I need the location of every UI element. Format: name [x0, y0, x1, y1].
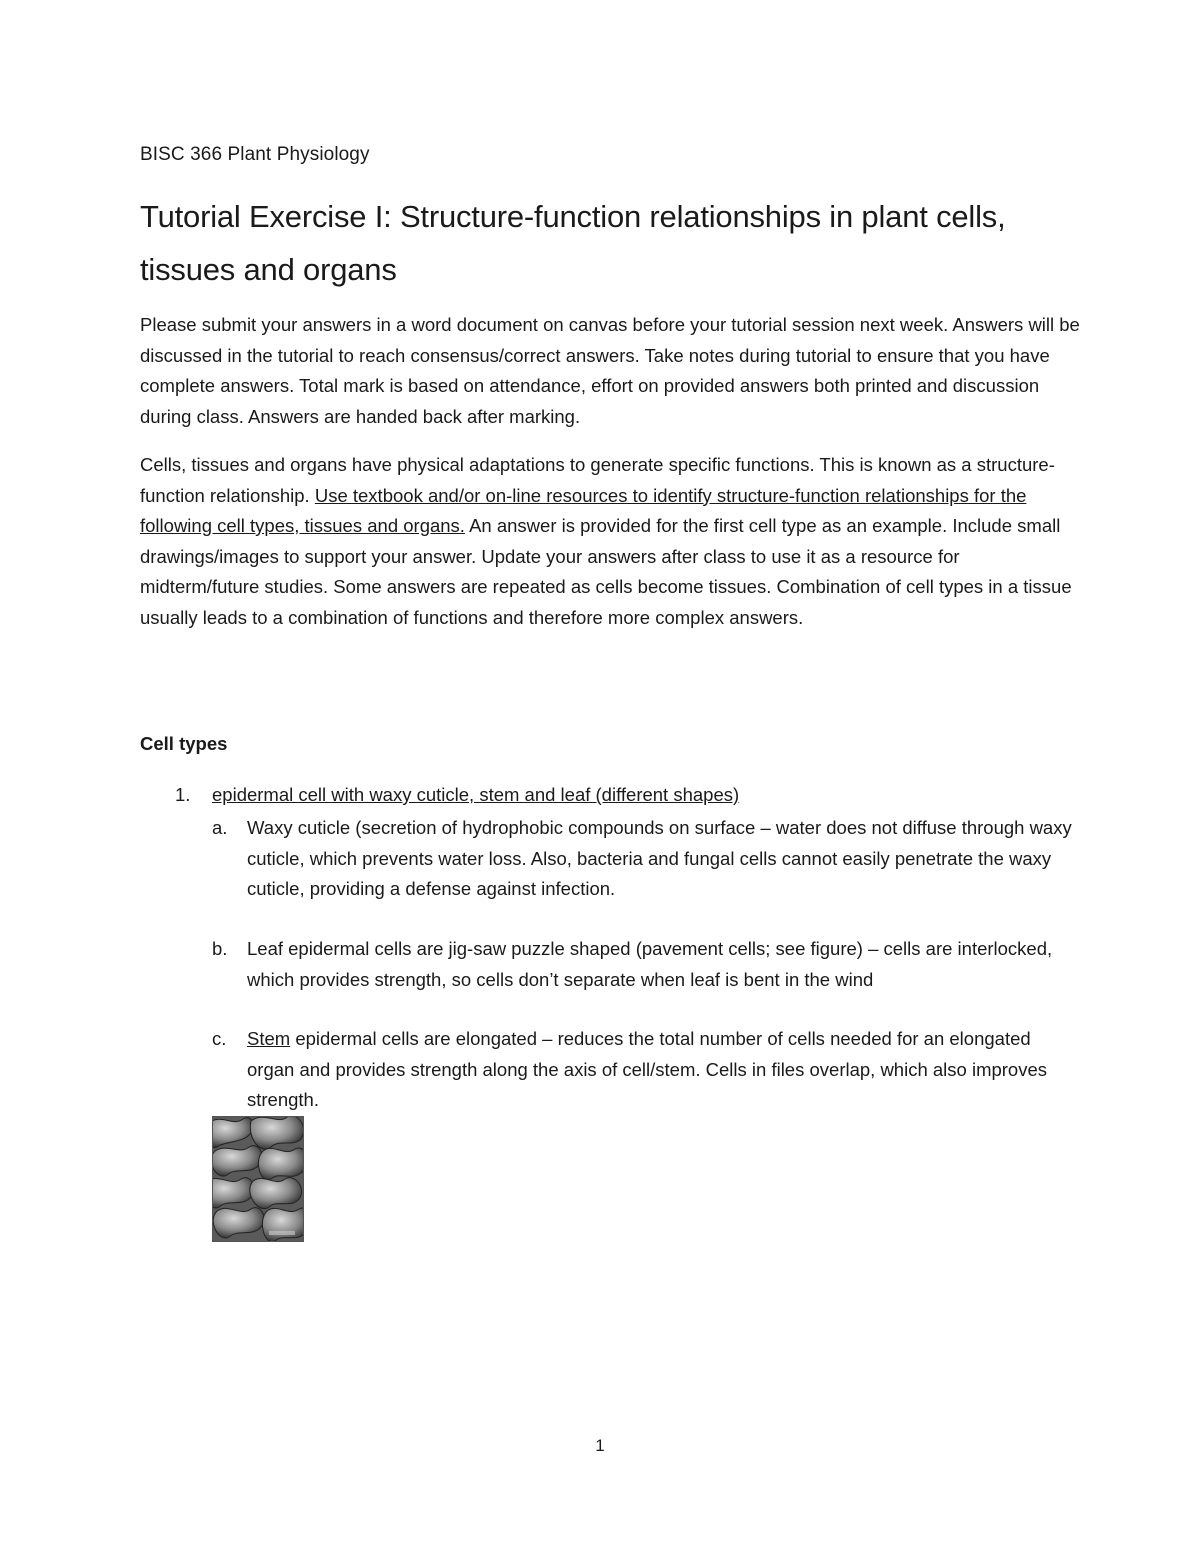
intro-text-2: An answer is provided for the first cell type as an example. Include small drawings/images to support your answer. Update your answers after class to use it as a resource for midterm/future studies. Some answers are repeated as cells become tissues. Combination of cell types in a tissue usually leads to a combination of functions and therefore more complex answers.: [140, 515, 1072, 628]
intro-paragraph: [140, 450, 1080, 633]
subitem-underlined-word: Stem: [247, 1028, 291, 1049]
instructions-paragraph: Please submit your answers in a word document on canvas before your tutorial session next week. Answers will be discussed in the tutorial to reach consensus/correct answers. Take notes during tutorial to ensure that you have complete answers. Total mark is based on attendance, effort on provided answers both printed and discussion during class. Answers are handed back after marking.: [140, 314, 1080, 427]
intro-text-1: Cells, tissues and organs have physical adaptations to generate specific functions. This is known as a structure-function relationship.: [140, 454, 1055, 506]
micrograph-image: [213, 1117, 303, 1241]
subitem-letter: b.: [212, 938, 228, 959]
list-item-number: 1.: [175, 784, 191, 805]
subitem-rest-text: epidermal cells are elongated – reduces the total number of cells needed for an elongated organ and provides strength along the axis of cell/stem. Cells in files overlap, which also improves strength.: [247, 1028, 1048, 1110]
subitem-text: Leaf epidermal cells are jig-saw puzzle shaped (pavement cells; see figure) – cells are interlocked, which provides strength, so cells don’t separate when leaf is bent in the wind: [247, 938, 1053, 990]
subitem-text: [247, 1024, 1072, 1116]
subitem-b: [212, 934, 1072, 995]
pavement-cells-figure: [212, 1116, 304, 1242]
subitem-a: [212, 813, 1072, 905]
subitem-letter: c.: [212, 1028, 227, 1049]
subitem-letter: a.: [212, 817, 228, 838]
page-number: 1: [595, 1436, 605, 1455]
subitem-c: [212, 1024, 1072, 1116]
page-title: Tutorial Exercise I: Structure-function relationships in plant cells, tissues and organs: [140, 199, 1006, 287]
list-item-text: epidermal cell with waxy cuticle, stem and leaf (different shapes): [212, 784, 740, 805]
list-item-1: [175, 784, 739, 806]
intro-underlined-text: Use textbook and/or on-line resources to identify structure-function relationships for the following cell types, tissues and organs.: [140, 484, 1027, 536]
course-name: BISC 366 Plant Physiology: [140, 144, 370, 165]
subitem-text: Waxy cuticle (secretion of hydrophobic compounds on surface – water does not diffuse through waxy cuticle, which prevents water loss. Also, bacteria and fungal cells cannot easily penetrate the waxy cuticle, providing a defense against infection.: [247, 817, 1072, 899]
section-heading: Cell types: [140, 733, 228, 754]
